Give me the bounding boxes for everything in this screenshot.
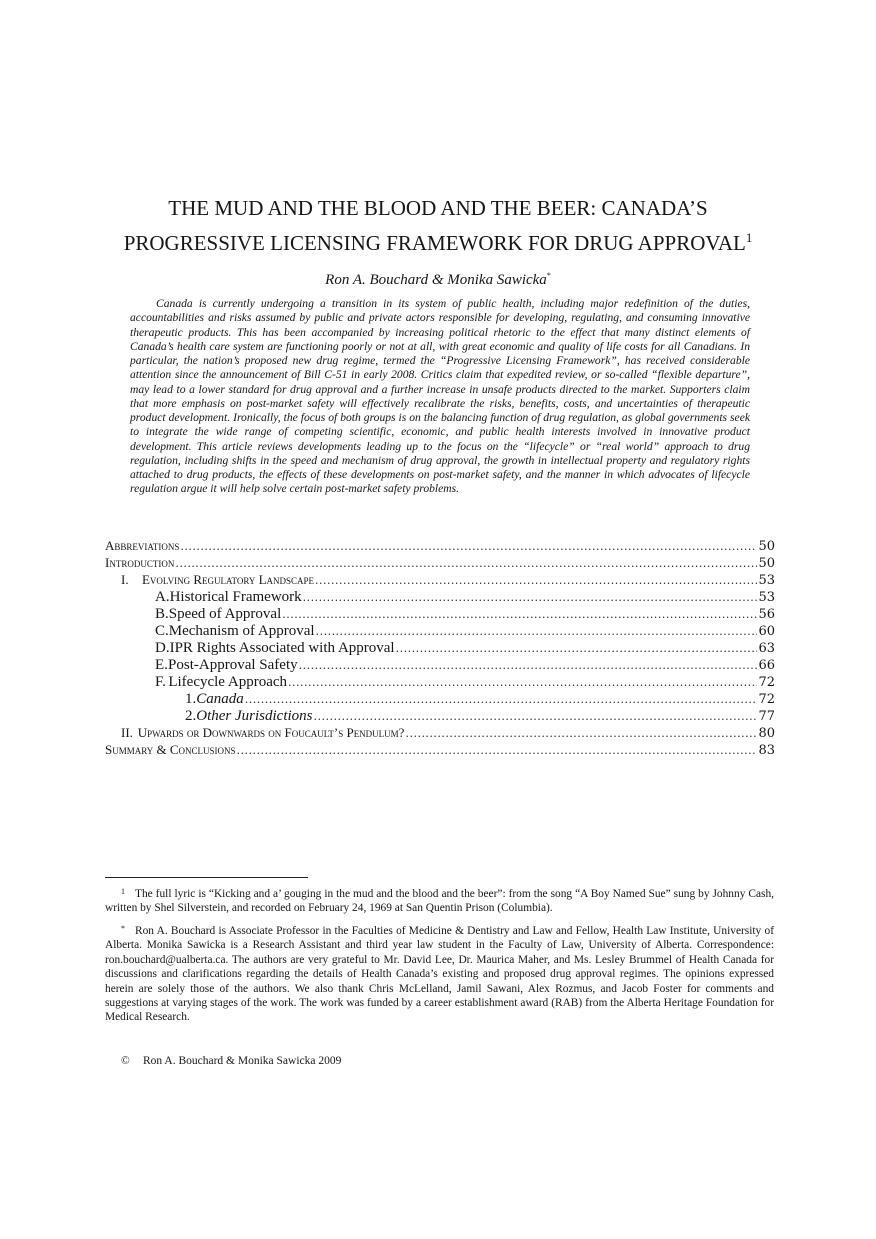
toc-entry-canada[interactable] (105, 691, 775, 708)
copyright-text: Ron A. Bouchard & Monika Sawicka 2009 (143, 1055, 342, 1067)
toc-entry-number: E. (155, 657, 168, 673)
footnote-1 (105, 885, 774, 916)
toc-leader-dots (237, 744, 758, 757)
toc-entry-number: F. (155, 674, 166, 690)
toc-entry-label: Upwards or Downwards on Foucault’s Pendulum? (137, 725, 405, 740)
toc-entry-number: I. (121, 572, 129, 587)
footnote-text: Ron A. Bouchard is Associate Professor in the Faculties of Medicine & Dentistry and Law and Fellow, Health Law Institute, University of Alberta. Monika Sawicka is a Research Assistant and third year law student in the Faculty of Law, University of Alberta. Correspondence: ron.bouchard@ualberta.ca. The authors are very grateful to Mr. David Lee, Dr. Maurica Maher, and Ms. Lesley Brummel of Health Canada for discussions and clarifications regarding the details of Health Canada’s existing and proposed drug approval regimes. The opinions expressed herein are solely those of the authors. We also thank Chris McLelland, Jamil Sawani, Alex Rozmus, and Jacob Foster for comments and suggestions at varying stages of the work. The work was funded by a career establishment award (RAB) from the Alberta Heritage Foundation for Medical Research. (105, 925, 774, 1024)
toc-leader-dots (314, 710, 758, 723)
toc-entry-number: C. (155, 623, 169, 639)
toc-entry-label: Evolving Regulatory Landscape (141, 572, 315, 587)
toc-entry-summary-conclusions[interactable] (105, 742, 775, 759)
toc-entry-page: 53 (758, 573, 775, 588)
toc-entry-label: Abbreviations (105, 538, 180, 553)
toc-entry-page: 60 (758, 624, 775, 639)
toc-leader-dots (245, 693, 758, 706)
toc-entry-ipr-rights[interactable] (105, 640, 775, 657)
footnote-marker: * (121, 924, 125, 933)
toc-entry-number: 2. (185, 708, 197, 724)
toc-entry-post-approval-safety[interactable] (105, 657, 775, 674)
title-line-2 (0, 223, 876, 258)
toc-entry-label: Introduction (105, 555, 175, 570)
toc-entry-label: IPR Rights Associated with Approval (169, 640, 395, 656)
toc-entry-label: Speed of Approval (168, 606, 282, 622)
toc-entry-page: 63 (758, 641, 775, 656)
title-footnote-marker[interactable]: 1 (745, 230, 753, 245)
toc-entry-number: D. (155, 640, 170, 656)
toc-entry-label: Mechanism of Approval (168, 623, 315, 639)
toc-entry-foucaults-pendulum[interactable] (105, 725, 775, 742)
toc-leader-dots (175, 557, 757, 570)
copyright-notice (121, 1055, 341, 1067)
toc-entry-number: 1. (185, 691, 197, 707)
toc-entry-abbreviations[interactable] (105, 538, 775, 555)
footnote-marker: 1 (121, 887, 125, 896)
table-of-contents (105, 538, 775, 759)
toc-entry-label: Post-Approval Safety (168, 657, 298, 673)
toc-entry-number: A. (155, 589, 170, 605)
article-title (0, 193, 876, 258)
toc-entry-speed-of-approval[interactable] (105, 606, 775, 623)
footnote-text: The full lyric is “Kicking and a’ gouging in the mud and the blood and the beer”: from the song “A Boy Named Sue” sung by Johnny Cash, written by Shel Silverstein, and recorded on February 24, 1969 at San Quentin Prison (Columbia). (105, 888, 774, 915)
toc-entry-number: II. (121, 725, 133, 740)
toc-leader-dots (316, 625, 758, 638)
toc-entry-page: 50 (758, 539, 775, 554)
toc-leader-dots (315, 574, 757, 587)
toc-entry-page: 83 (758, 743, 775, 758)
abstract: Canada is currently undergoing a transition in its system of public health, including major redefinition of the duties, accountabilities and risks assumed by public and private actors responsible for developing, regulating, and consuming innovative therapeutic products. This has been accompanied by increasing political rhetoric to the effect that many distinct elements of Canada’s health care system are functioning poorly or not at all, with great economic and quality of life costs for all Canadians. In particular, the nation’s proposed new drug regime, termed the “Progressive Licensing Framework”, has received considerable attention since the announcement of Bill C-51 in early 2008. Critics claim that expedited review, or so-called “flexible departure”, may lead to a lower standard for drug approval and a further increase in unsafe products directed to the market. Supporters claim that more emphasis on post-market safety will effectively recalibrate the risks, benefits, costs, and uncertainties of therapeutic product development. Ironically, the focus of both groups is on the balancing function of drug regulation, as global governments seek to integrate the wide range of competing scientific, economic, and public health interests involved in innovative product development. This article reviews developments leading up to the focus on the “lifecycle” or “real world” approach to drug regulation, including shifts in the speed and mechanism of drug approval, the growth in intellectual property and regulatory rights attached to drug products, the effects of these developments on post-market safety, and the manner in which advocates of lifecycle regulation argue it will help solve certain post-market safety problems. (130, 297, 750, 496)
toc-entry-label: Canada (196, 691, 244, 707)
toc-entry-lifecycle-approach[interactable] (105, 674, 775, 691)
title-line-2-text: PROGRESSIVE LICENSING FRAMEWORK FOR DRUG APPROVAL (123, 231, 746, 255)
toc-entry-label: Lifecycle Approach (168, 674, 288, 690)
footnote-divider (105, 877, 308, 878)
title-line-1: THE MUD AND THE BLOOD AND THE BEER: CANADA’S (168, 196, 708, 220)
footnote-author (105, 922, 774, 1025)
author-footnote-marker[interactable]: * (546, 271, 551, 280)
toc-leader-dots (180, 540, 757, 553)
toc-entry-label: Other Jurisdictions (196, 708, 313, 724)
toc-entry-other-jurisdictions[interactable] (105, 708, 775, 725)
toc-entry-evolving-regulatory-landscape[interactable] (105, 572, 775, 589)
toc-entry-page: 66 (758, 658, 775, 673)
author-line (0, 271, 876, 289)
toc-entry-page: 56 (758, 607, 775, 622)
toc-leader-dots (396, 642, 758, 655)
toc-entry-page: 72 (758, 692, 775, 707)
toc-entry-label: Historical Framework (169, 589, 302, 605)
copyright-icon: © (121, 1055, 130, 1067)
toc-leader-dots (282, 608, 757, 621)
toc-entry-number: B. (155, 606, 169, 622)
toc-entry-mechanism-of-approval[interactable] (105, 623, 775, 640)
toc-entry-page: 50 (758, 556, 775, 571)
toc-entry-introduction[interactable] (105, 555, 775, 572)
author-names: Ron A. Bouchard & Monika Sawicka (325, 272, 547, 288)
toc-entry-label: Summary & Conclusions (105, 742, 236, 757)
toc-entry-historical-framework[interactable] (105, 589, 775, 606)
toc-leader-dots (303, 591, 758, 604)
toc-leader-dots (299, 659, 758, 672)
toc-leader-dots (288, 676, 757, 689)
toc-leader-dots (405, 727, 757, 740)
toc-entry-page: 80 (758, 726, 775, 741)
toc-entry-page: 53 (758, 590, 775, 605)
toc-entry-page: 72 (758, 675, 775, 690)
toc-entry-page: 77 (758, 709, 775, 724)
